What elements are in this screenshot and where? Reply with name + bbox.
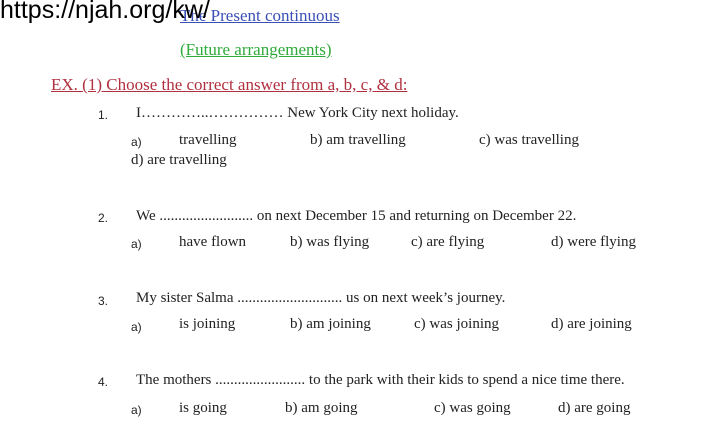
question-text: The mothers ........................ to the park with their kids to spend a nice time there.	[136, 372, 625, 388]
question-text: We ......................... on next December 15 and returning on December 22.	[136, 208, 577, 224]
option-a-letter: a)	[131, 320, 142, 334]
option-a[interactable]: travelling	[179, 132, 237, 148]
question-text: My sister Salma ............................ us on next week’s journey.	[136, 290, 506, 306]
question-number: 2.	[98, 211, 109, 225]
page-subtitle: (Future arrangements)	[180, 40, 332, 59]
question-number: 1.	[98, 108, 109, 122]
option-c[interactable]: c) are flying	[411, 234, 485, 250]
question-number: 4.	[98, 375, 109, 389]
option-c[interactable]: c) was joining	[414, 316, 499, 332]
option-b[interactable]: b) am travelling	[310, 132, 406, 148]
option-a[interactable]: have flown	[179, 234, 247, 250]
option-b[interactable]: b) am joining	[290, 316, 371, 332]
question-text: I…………..…………… New York City next holiday.	[136, 105, 459, 121]
option-d[interactable]: d) are going	[558, 400, 631, 416]
option-a[interactable]: is going	[179, 400, 227, 416]
option-d[interactable]: d) are joining	[551, 316, 632, 332]
option-b[interactable]: b) am going	[285, 400, 358, 416]
page-title-link[interactable]: The Present continuous	[180, 6, 340, 25]
option-a-letter: a)	[131, 403, 142, 417]
option-a[interactable]: is joining	[179, 316, 236, 332]
watermark-url: https://njah.org/kw/	[0, 0, 210, 24]
option-c[interactable]: c) was travelling	[479, 132, 579, 148]
option-a-letter: a)	[131, 135, 142, 149]
option-d[interactable]: d) were flying	[551, 234, 636, 250]
question-number: 3.	[98, 294, 109, 308]
option-d[interactable]: d) are travelling	[131, 152, 227, 168]
option-c[interactable]: c) was going	[434, 400, 511, 416]
exercise-heading: EX. (1) Choose the correct answer from a, b, c, & d:	[51, 75, 408, 94]
option-a-letter: a)	[131, 237, 142, 251]
option-b[interactable]: b) was flying	[290, 234, 370, 250]
